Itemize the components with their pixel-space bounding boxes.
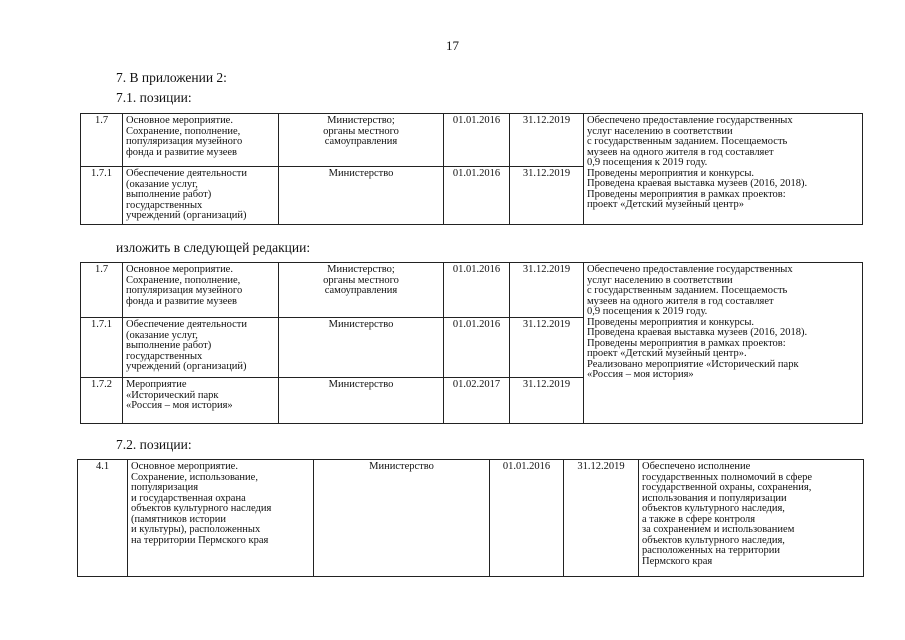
- end-date: 31.12.2019: [564, 460, 639, 577]
- executor: Министерство; органы местного самоуправления: [279, 263, 444, 318]
- expected-result: Обеспечено предоставление государственных услуг населению в соответствии с государственным заданием. Посещаемость музеев на одного жителя в год составляет 0,9 посещения к 2019 году. Проведены мероприятия и конкурсы. Проведена краевая выставка музеев (2016, 2018). Проведены мероприятия в рамках проектов: проект «Детский музейный центр»: [584, 114, 863, 225]
- executor: Министерство; органы местного самоуправления: [279, 114, 444, 167]
- end-date: 31.12.2019: [510, 263, 584, 318]
- activity-name: Обеспечение деятельности (оказание услуг, выполнение работ) государственных учреждений (организаций): [123, 318, 279, 378]
- table-original-positions: [80, 113, 863, 225]
- executor: Министерство: [279, 378, 444, 424]
- start-date: 01.01.2016: [444, 318, 510, 378]
- table-positions-4-1: [77, 459, 864, 577]
- table-row: [78, 460, 864, 577]
- row-number: 4.1: [78, 460, 128, 577]
- end-date: 31.12.2019: [510, 318, 584, 378]
- table-new-positions: [80, 262, 863, 424]
- executor: Министерство: [314, 460, 490, 577]
- row-number: 1.7.1: [81, 167, 123, 225]
- activity-name: Обеспечение деятельности (оказание услуг, выполнение работ) государственных учреждений (организаций): [123, 167, 279, 225]
- row-number: 1.7.2: [81, 378, 123, 424]
- page-number: 17: [446, 38, 459, 53]
- executor: Министерство: [279, 167, 444, 225]
- activity-name: Мероприятие «Исторический парк «Россия – моя история»: [123, 378, 279, 424]
- start-date: 01.01.2016: [444, 167, 510, 225]
- start-date: 01.01.2016: [490, 460, 564, 577]
- section-7-1-heading: 7.1. позиции:: [116, 90, 192, 105]
- start-date: 01.02.2017: [444, 378, 510, 424]
- section-7-2-heading: 7.2. позиции:: [116, 437, 192, 452]
- end-date: 31.12.2019: [510, 114, 584, 167]
- activity-name: Основное мероприятие. Сохранение, пополнение, популяризация музейного фонда и развитие музеев: [123, 263, 279, 318]
- start-date: 01.01.2016: [444, 263, 510, 318]
- expected-result: Обеспечено исполнение государственных полномочий в сфере государственной охраны, сохранения, использования и популяризации объектов культурного наследия, а также в сфере контроля за сохранением и использованием объектов культурного наследия, расположенных на территории Пермского края: [639, 460, 864, 577]
- activity-name: Основное мероприятие. Сохранение, использование, популяризация и государственная охрана объектов культурного наследия (памятников истории и культуры), расположенных на территории Пермского края: [128, 460, 314, 577]
- end-date: 31.12.2019: [510, 167, 584, 225]
- section-7-heading: 7. В приложении 2:: [116, 70, 227, 85]
- end-date: 31.12.2019: [510, 378, 584, 424]
- start-date: 01.01.2016: [444, 114, 510, 167]
- restate-heading: изложить в следующей редакции:: [116, 240, 311, 255]
- executor: Министерство: [279, 318, 444, 378]
- row-number: 1.7: [81, 263, 123, 318]
- activity-name: Основное мероприятие. Сохранение, пополнение, популяризация музейного фонда и развитие музеев: [123, 114, 279, 167]
- row-number: 1.7: [81, 114, 123, 167]
- table-row: [81, 263, 863, 318]
- table-row: [81, 114, 863, 167]
- row-number: 1.7.1: [81, 318, 123, 378]
- expected-result: Обеспечено предоставление государственных услуг населению в соответствии с государственным заданием. Посещаемость музеев на одного жителя в год составляет 0,9 посещения к 2019 году. Проведены мероприятия и конкурсы. Проведена краевая выставка музеев (2016, 2018). Проведены мероприятия в рамках проектов: проект «Детский музейный центр». Реализовано мероприятие «Исторический парк «Россия – моя история»: [584, 263, 863, 424]
